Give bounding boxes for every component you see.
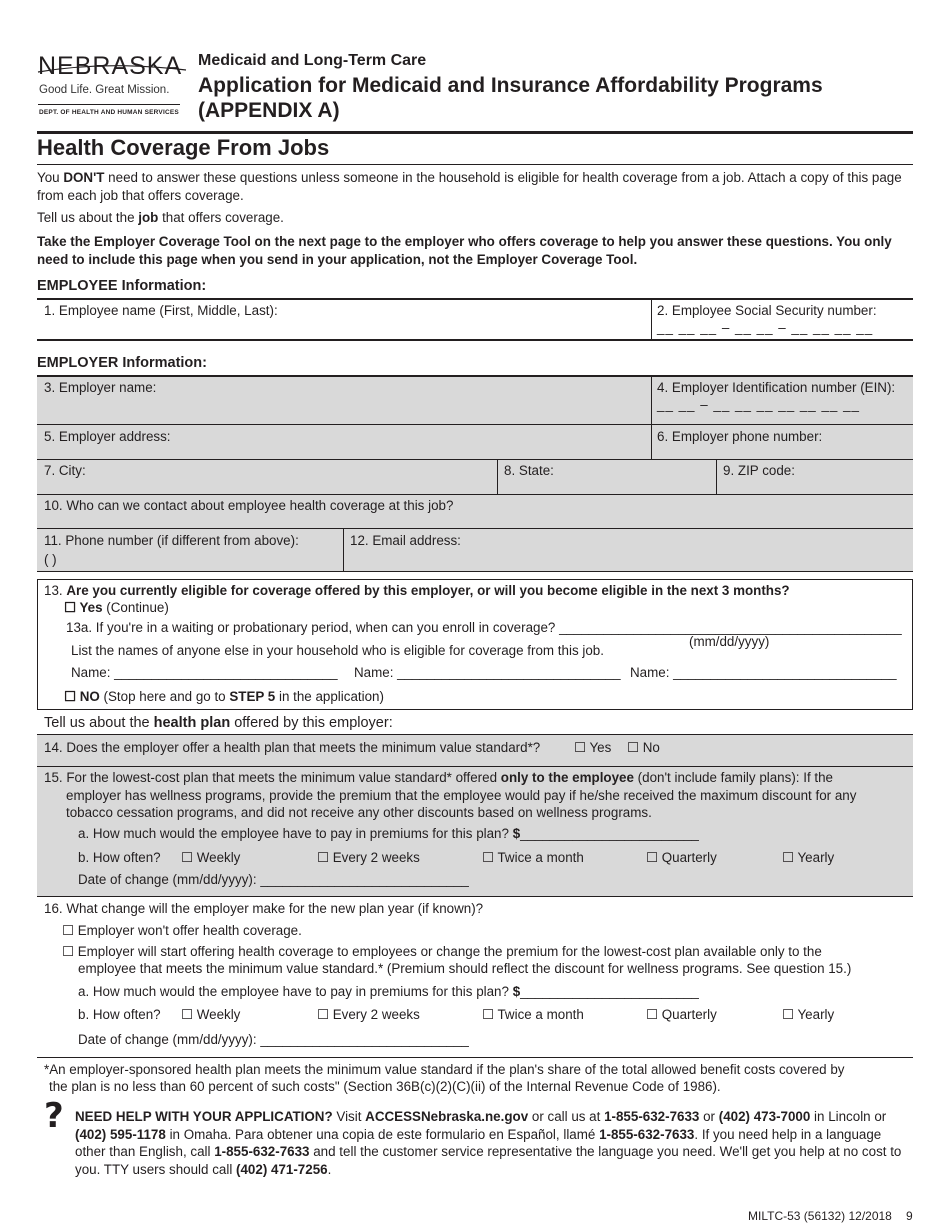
intro-paragraph-1: You DON'T need to answer these questions unless someone in the household is eligible for health coverage from a job. Attach a copy of this page from each job that offers coverage.	[37, 170, 902, 203]
q13-name-1[interactable]: Name: ______________________________	[71, 665, 338, 680]
employer-phone-field[interactable]: 6. Employer phone number:	[657, 429, 823, 444]
employer-name-field[interactable]: 3. Employer name:	[44, 380, 157, 395]
employer-address-field[interactable]: 5. Employer address:	[44, 429, 171, 444]
q13-no-checkbox[interactable]: ☐ NO (Stop here and go to STEP 5 in the application)	[64, 689, 384, 704]
employer-heading: EMPLOYER Information:	[37, 355, 207, 371]
form-id: MILTC-53 (56132) 12/2018	[748, 1209, 892, 1223]
q16-twice-month-checkbox[interactable]: ☐ Twice a month	[482, 1007, 584, 1022]
employee-divider	[651, 298, 652, 341]
header-title: Application for Medicaid and Insurance Affordability Programs (APPENDIX A)	[198, 74, 823, 122]
q15-every-2-weeks-checkbox[interactable]: ☐ Every 2 weeks	[317, 850, 420, 865]
q15-line-3: tobacco cessation programs, and did not receive any other discounts based on wellness programs.	[66, 805, 652, 820]
logo-swoosh-icon	[36, 56, 188, 84]
logo-tagline: Good Life. Great Mission.	[39, 84, 170, 96]
ein-label: 4. Employer Identification number (EIN):	[657, 380, 896, 395]
q16-quarterly-checkbox[interactable]: ☐ Quarterly	[646, 1007, 717, 1022]
q16-every-2-weeks-checkbox[interactable]: ☐ Every 2 weeks	[317, 1007, 420, 1022]
q16-no-coverage-checkbox[interactable]: ☐ Employer won't offer health coverage.	[62, 923, 302, 938]
section-title: Health Coverage From Jobs	[37, 135, 330, 160]
q16-weekly-checkbox[interactable]: ☐ Weekly	[181, 1007, 241, 1022]
q14-yes-checkbox[interactable]: ☐ Yes	[574, 740, 612, 755]
footnote-line-1: *An employer-sponsored health plan meets the minimum value standard if the plan's share of the total allowed benefit costs covered by	[44, 1062, 845, 1077]
q15a-premium-field[interactable]: a. How much would the employee have to pay in premiums for this plan? $________________________	[78, 826, 699, 841]
q16-change-premium-checkbox[interactable]: ☐ Employer will start offering health coverage to employees or change the premium for the lowest-cost plan available only to the	[62, 944, 822, 959]
intro-paragraph-3: Take the Employer Coverage Tool on the next page to the employer who offers coverage to help you answer these questions. You only need to include this page when you send in your application, not the Employer Coverage Tool.	[37, 234, 892, 267]
employee-heading: EMPLOYEE Information:	[37, 278, 207, 294]
q15-weekly-checkbox[interactable]: ☐ Weekly	[181, 850, 241, 865]
row-line	[37, 896, 913, 897]
row-line	[37, 766, 913, 767]
q13-yes-checkbox[interactable]: ☐ Yes (Continue)	[64, 600, 169, 615]
header-subtitle: Medicaid and Long-Term Care	[198, 52, 427, 69]
col-line	[343, 528, 344, 571]
q15-date-of-change-field[interactable]: Date of change (mm/dd/yyyy): ____________________________	[78, 872, 469, 887]
logo-dept: DEPT. OF HEALTH AND HUMAN SERVICES	[39, 109, 179, 116]
page-number: 9	[906, 1209, 913, 1223]
section-rule	[37, 164, 913, 165]
health-plan-intro: Tell us about the health plan offered by this employer:	[44, 715, 393, 731]
q15-quarterly-checkbox[interactable]: ☐ Quarterly	[646, 850, 717, 865]
q15-line-2: employer has wellness programs, provide the premium that the employee would pay if he/she received the maximum discount for any	[66, 788, 857, 803]
q13-question: 13. Are you currently eligible for coverage offered by this employer, or will you become eligible in the next 3 months?	[44, 583, 790, 598]
contact-phone-field[interactable]: 11. Phone number (if different from above):	[44, 533, 299, 548]
q15b-label: b. How often?	[78, 850, 161, 865]
q13-name-2[interactable]: Name: ______________________________	[354, 665, 621, 680]
q16a-premium-field[interactable]: a. How much would the employee have to pay in premiums for this plan? $________________________	[78, 984, 699, 999]
row-line	[37, 459, 913, 460]
state-field[interactable]: 8. State:	[504, 463, 554, 478]
row-line	[37, 528, 913, 529]
email-field[interactable]: 12. Email address:	[350, 533, 461, 548]
q14-question: 14. Does the employer offer a health plan that meets the minimum value standard*?	[44, 740, 541, 755]
row-line	[37, 494, 913, 495]
q13-name-3[interactable]: Name: ______________________________	[630, 665, 897, 680]
help-text: NEED HELP WITH YOUR APPLICATION? Visit ACCESSNebraska.ne.gov or call us at 1-855-632-7633 or (402) 473-7000 in Lincoln or (402) 595-1178 in Omaha. Para obtener una copia de este formulario en Español, llamé 1-855-632-7633. If you need help in a language other than English, call 1-855-632-7633 and tell the customer service representative the language you need. We'll get you help at no cost to you. TTY users should call (402) 471-7256.	[75, 1109, 902, 1177]
logo-divider	[38, 104, 180, 105]
contact-field[interactable]: 10. Who can we contact about employee health coverage at this job?	[44, 498, 454, 513]
q16-change-premium-line2: employee that meets the minimum value standard.* (Premium should reflect the discount for wellness programs. See question 15.)	[78, 961, 852, 976]
employer-top-rule	[37, 375, 913, 377]
employee-name-field[interactable]: 1. Employee name (First, Middle, Last):	[44, 303, 278, 318]
intro-paragraph-2: Tell us about the job that offers coverage.	[37, 210, 284, 225]
col-line	[651, 376, 652, 459]
header-rule	[37, 131, 913, 134]
q16-question: 16. What change will the employer make for the new plan year (if known)?	[44, 901, 484, 916]
footnote-rule	[37, 1057, 913, 1058]
q13-list-instruction: List the names of anyone else in your household who is eligible for coverage from this job.	[71, 643, 604, 658]
phone-parens: ( )	[44, 552, 57, 567]
help-question-icon: ?	[44, 1096, 64, 1136]
col-line	[716, 459, 717, 494]
row-line	[37, 424, 913, 425]
employee-ssn-field[interactable]: __ __ __ – __ __ – __ __ __ __	[657, 320, 874, 335]
q16b-label: b. How often?	[78, 1007, 161, 1022]
q15-twice-month-checkbox[interactable]: ☐ Twice a month	[482, 850, 584, 865]
q16-yearly-checkbox[interactable]: ☐ Yearly	[782, 1007, 835, 1022]
q14-no-checkbox[interactable]: ☐ No	[627, 740, 660, 755]
logo-wordmark: NEBRASKA	[38, 52, 183, 80]
row-line	[37, 734, 913, 735]
q16-date-of-change-field[interactable]: Date of change (mm/dd/yyyy): ____________________________	[78, 1032, 469, 1047]
q15-yearly-checkbox[interactable]: ☐ Yearly	[782, 850, 835, 865]
city-field[interactable]: 7. City:	[44, 463, 86, 478]
footnote-line-2: the plan is no less than 60 percent of such costs" (Section 36B(c)(2)(C)(ii) of the Internal Revenue Code of 1986).	[49, 1079, 721, 1094]
employee-ssn-label: 2. Employee Social Security number:	[657, 303, 877, 318]
col-line	[497, 459, 498, 494]
q15-line-1: 15. For the lowest-cost plan that meets the minimum value standard* offered only to the employee (don't include family plans): If the	[44, 770, 834, 785]
ein-field[interactable]: __ __ – __ __ __ __ __ __ __	[657, 397, 860, 412]
q13a-date-format: (mm/dd/yyyy)	[689, 634, 770, 649]
zip-field[interactable]: 9. ZIP code:	[723, 463, 795, 478]
row-line	[37, 571, 913, 572]
q13a-field[interactable]: 13a. If you're in a waiting or probationary period, when can you enroll in coverage? ______________________________________________	[66, 620, 902, 635]
